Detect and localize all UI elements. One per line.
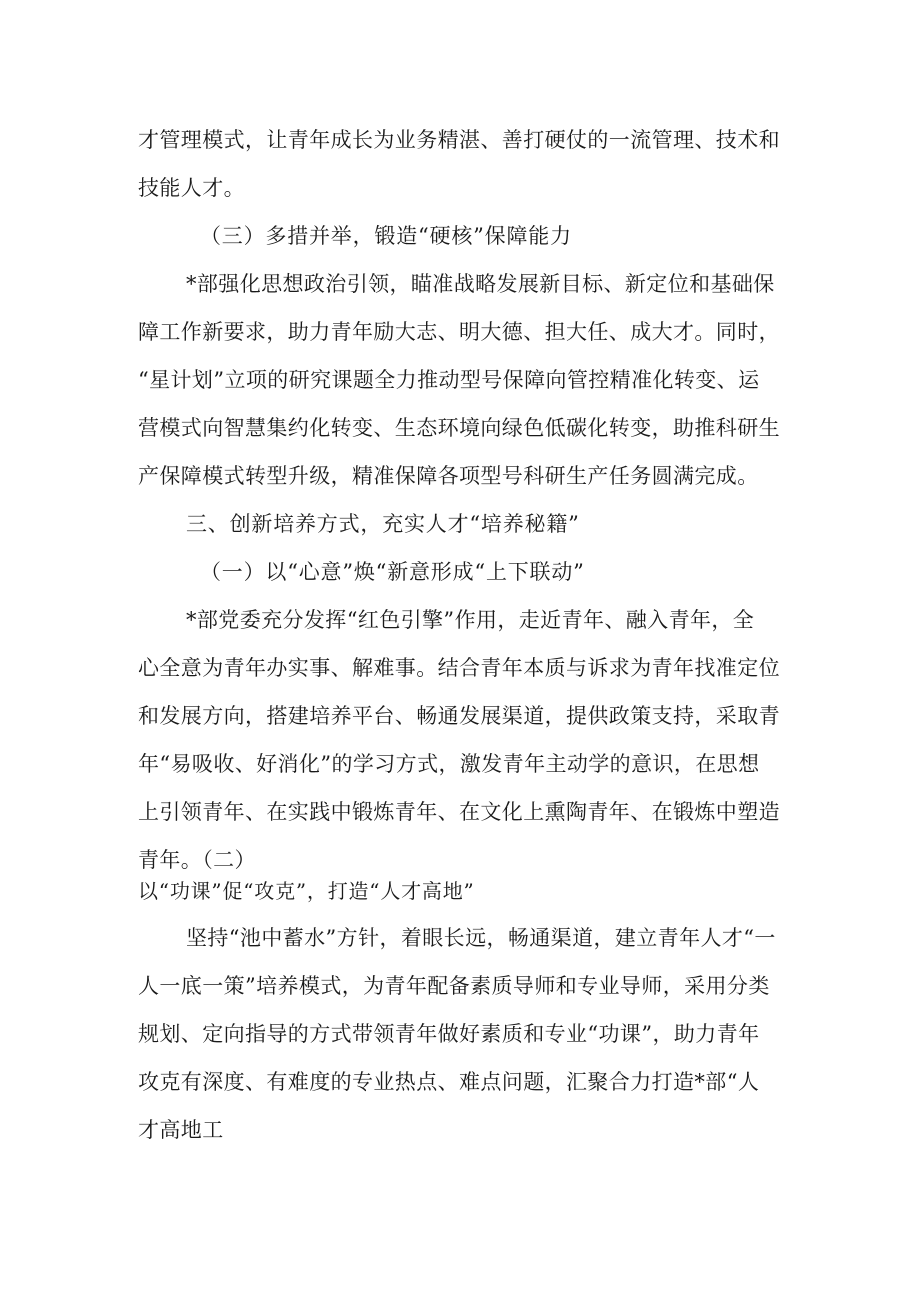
- body-line-13: 和发展方向，搭建培养平台、畅通发展渠道，提供政策支持，采取青: [138, 704, 780, 728]
- body-line-12: 心全意为青年办实事、解难事。结合青年本质与诉求为青年找准定位: [138, 656, 780, 680]
- section-heading-3: （三）多措并举，锻造“硬核”保障能力: [200, 224, 572, 248]
- body-line-4: *部强化思想政治引领，瞄准战略发展新目标、新定位和基础保: [186, 272, 775, 296]
- body-line-18: 坚持“池中蓄水”方针，着眼长远，畅通渠道，建立青年人才“一: [186, 926, 776, 950]
- body-line-11: *部党委充分发挥“红色引擎”作用，走近青年、融入青年，全: [186, 608, 755, 632]
- body-line-1: 才管理模式，让青年成长为业务精湛、善打硬仗的一流管理、技术和: [138, 128, 780, 152]
- body-line-21: 攻克有深度、有难度的专业热点、难点问题，汇聚合力打造*部“人: [138, 1070, 760, 1094]
- body-line-2: 技能人才。: [138, 176, 245, 200]
- section-heading-1: （一）以“心意”焕“新意形成“上下联动”: [200, 560, 585, 584]
- body-line-16: 青年。（二）: [138, 848, 256, 872]
- chapter-heading-3: 三、创新培养方式，充实人才“培养秘籍”: [186, 512, 580, 536]
- body-line-22: 才高地工: [138, 1118, 224, 1142]
- body-line-8: 产保障模式转型升级，精准保障各项型号科研生产任务圆满完成。: [138, 464, 759, 488]
- body-line-5: 障工作新要求，助力青年励大志、明大德、担大任、成大才。同时，: [138, 320, 780, 344]
- body-line-14: 年“易吸收、好消化”的学习方式，激发青年主动学的意识，在思想: [138, 752, 760, 776]
- body-line-20: 规划、定向指导的方式带领青年做好素质和专业“功课”，助力青年: [138, 1022, 760, 1046]
- body-line-19: 人一底一策”培养模式，为青年配备素质导师和专业导师，采用分类: [138, 974, 770, 998]
- body-line-6: “星计划”立项的研究课题全力推动型号保障向管控精准化转变、运: [138, 368, 760, 392]
- section-heading-2: 以“功课”促“攻克”，打造“人才高地”: [138, 879, 475, 903]
- body-line-7: 营模式向智慧集约化转变、生态环境向绿色低碳化转变，助推科研生: [138, 416, 780, 440]
- body-line-15: 上引领青年、在实践中锻炼青年、在文化上熏陶青年、在锻炼中塑造: [138, 800, 780, 824]
